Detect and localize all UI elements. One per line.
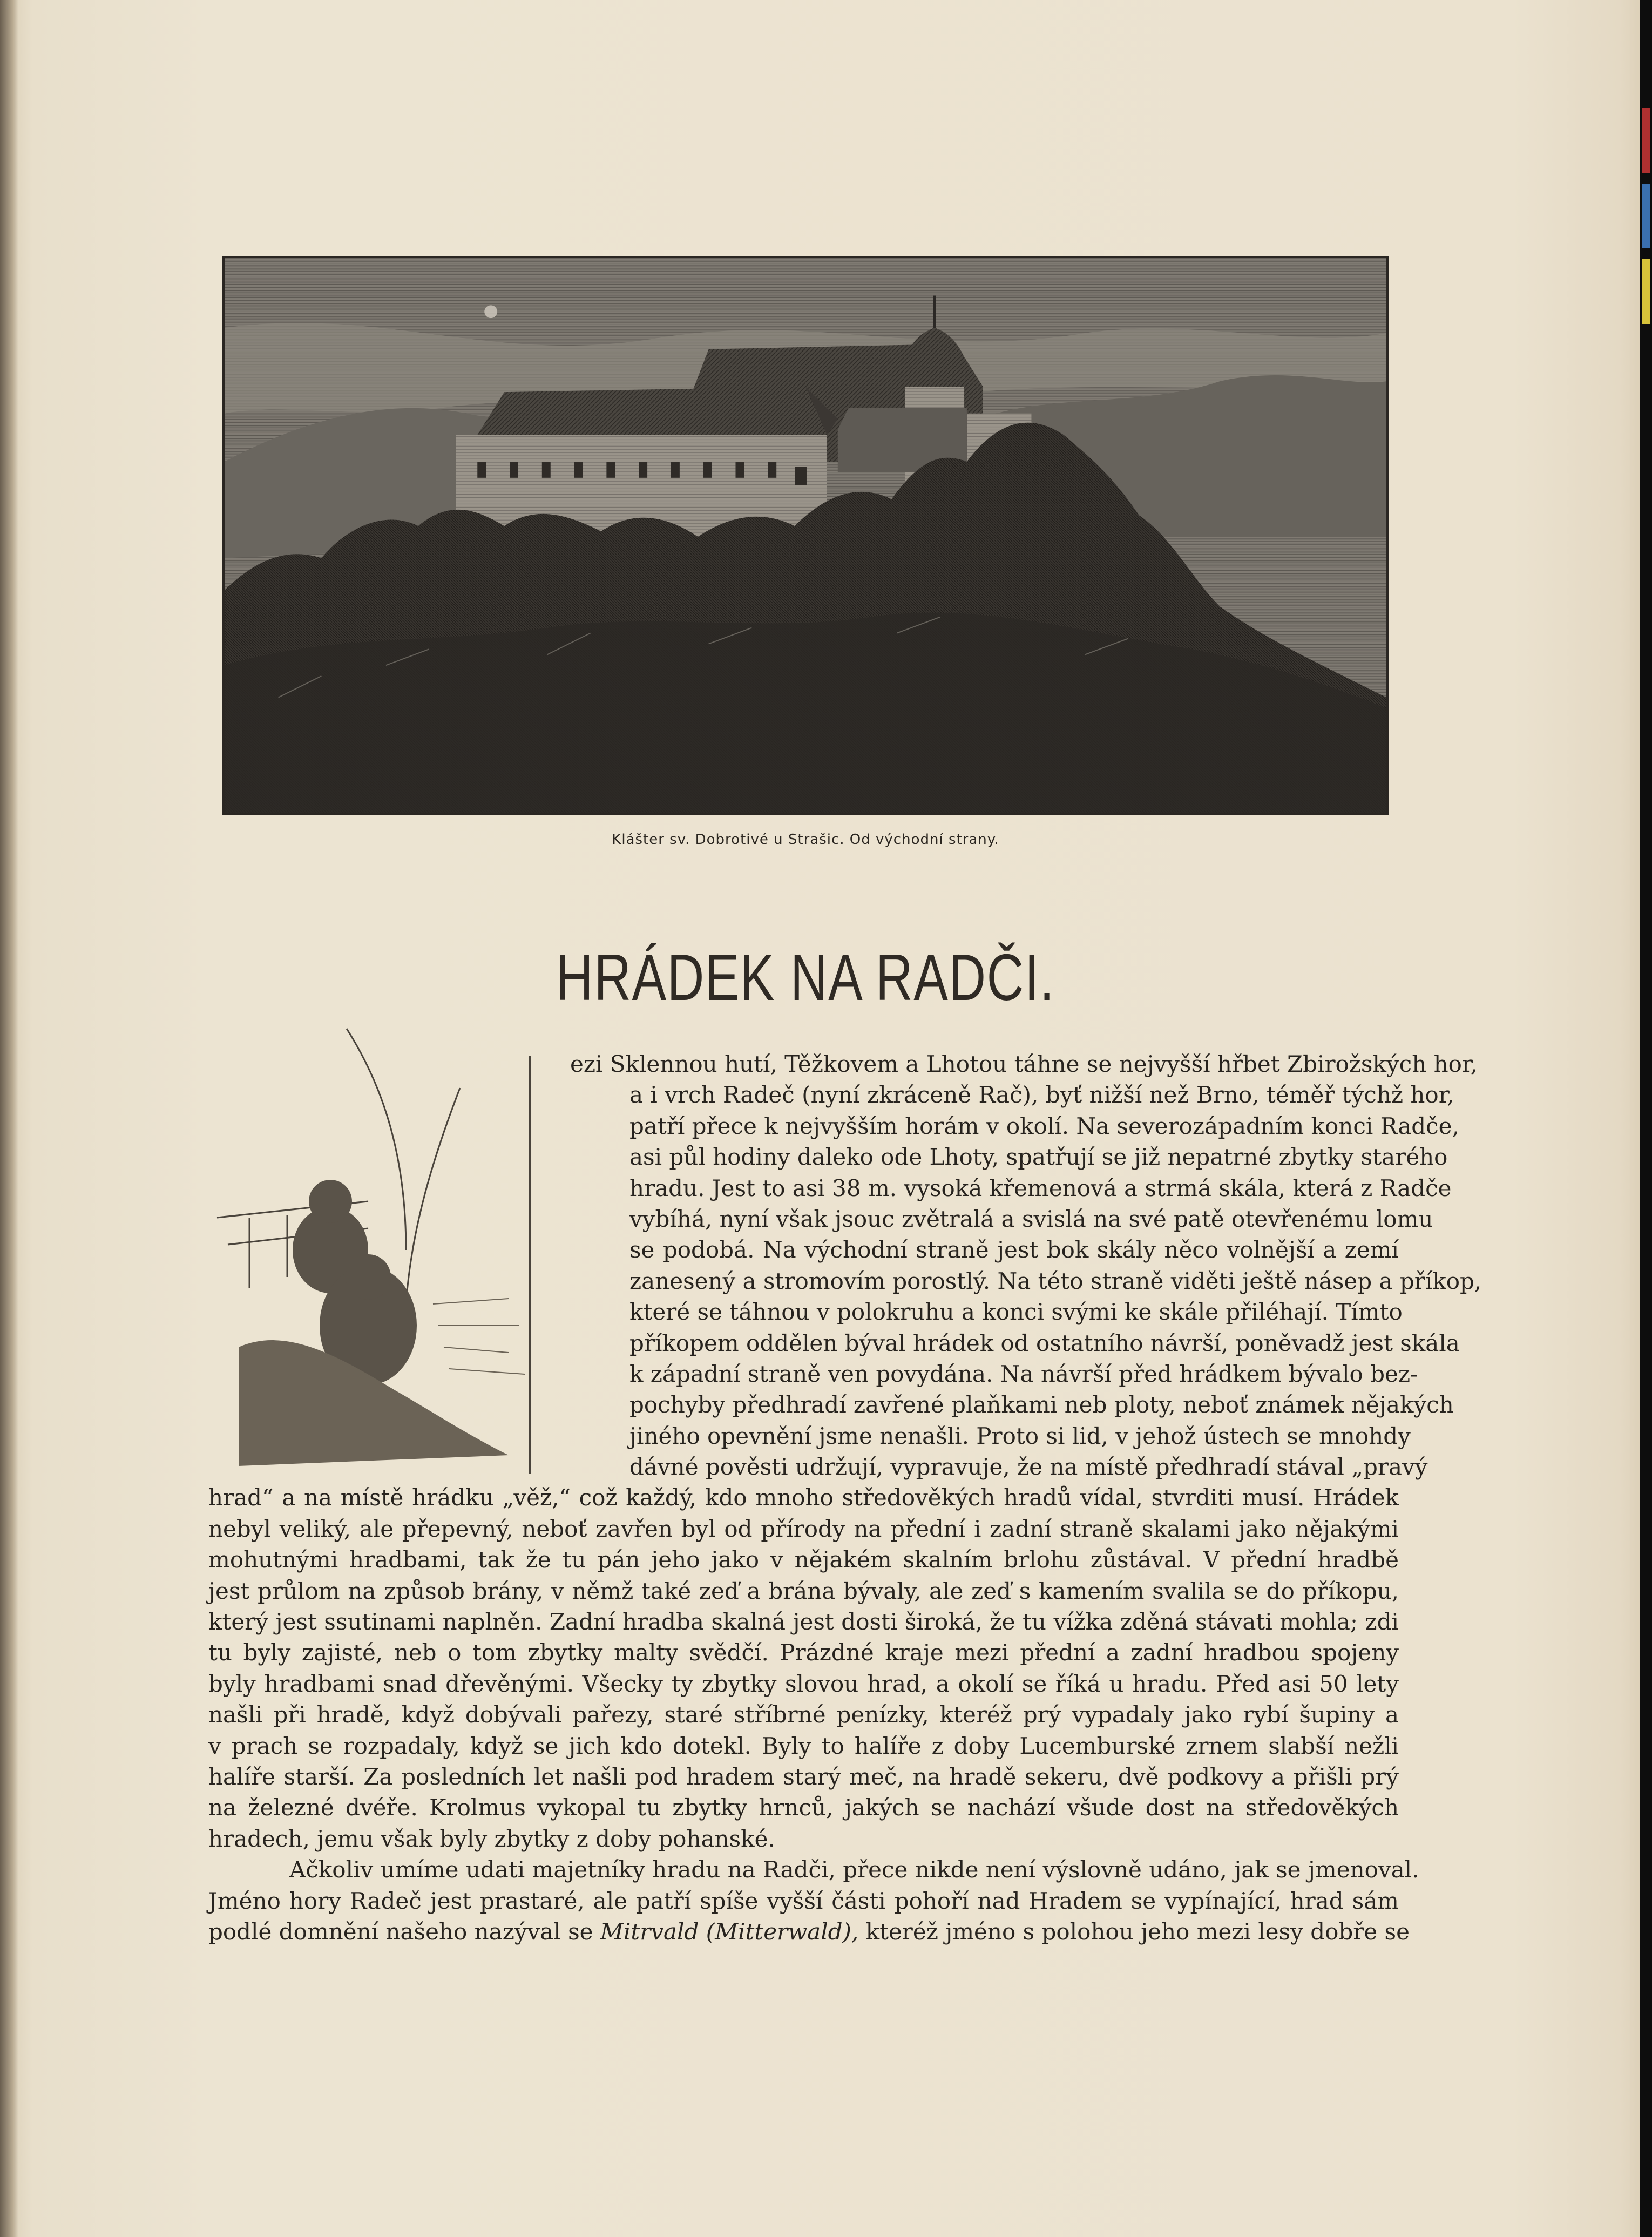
- engraving-drawing: [225, 258, 1386, 813]
- line-part: kteréž jméno s polohou jeho mezi lesy dobře se: [858, 1918, 1410, 1945]
- wrapped-paragraph: [208, 1049, 1482, 1482]
- text-line: patří přece k nejvyšším horám v okolí. Na severozápadním konci Radče,: [629, 1112, 1459, 1139]
- text-line: na železné dvéře. Krolmus vykopal tu zbytky hrnců, jakých se nachází všude dost na středověkých: [208, 1794, 1399, 1821]
- binding-shadow: [0, 0, 18, 2237]
- text-line: našli při hradě, když dobývali pařezy, staré stříbrné penízky, kteréž prý vypadaly jako rybí šupiny a: [208, 1701, 1399, 1728]
- text-line: Jméno hory Radeč jest prastaré, ale patří spíše vyšší části pohoří nad Hradem se vypínající, hrad sám: [208, 1887, 1399, 1914]
- text-line: jiného opevnění jsme nenašli. Proto si lid, v jehož ústech se mnohdy: [629, 1422, 1411, 1449]
- text-line: zanesený a stromovím porostlý. Na této straně viděti ještě násep a příkop,: [629, 1267, 1482, 1294]
- text-line: mohutnými hradbami, tak že tu pán jeho jako v nějakém skalním brlohu zůstával. V přední hradbě: [208, 1546, 1399, 1573]
- text-line: Ačkoliv umíme udati majetníky hradu na Radči, přece nikde není výslovně udáno, jak se jmenoval.: [289, 1856, 1419, 1883]
- text-line: které se táhnou v polokruhu a konci svými ke skále přiléhají. Tímto: [629, 1299, 1403, 1326]
- full-paragraph: [208, 1482, 1399, 1854]
- text-line: pochyby předhradí zavřené plaňkami neb ploty, neboť známek nějakých: [629, 1391, 1454, 1418]
- text-line: halíře starší. Za posledních let našli pod hradem starý meč, na hradě sekeru, dvě podkovy a přišli prý: [208, 1763, 1399, 1790]
- second-paragraph: [208, 1854, 1419, 1947]
- text-line: se podobá. Na východní straně jest bok skály něco volnější a zemí: [629, 1236, 1399, 1263]
- color-scale-strip: [1640, 0, 1652, 2237]
- text-line: vybíhá, nyní však jsouc zvětralá a svislá na své patě otevřenému lomu: [629, 1205, 1433, 1232]
- text-line: asi půl hodiny daleko ode Lhoty, spatřují se již nepatrné zbytky starého: [629, 1144, 1448, 1171]
- italic-name: Mitrvald (Mitterwald),: [600, 1918, 859, 1945]
- text-line: hradech, jemu však byly zbytky z doby pohanské.: [208, 1825, 775, 1852]
- text-line: byly hradbami snad dřevěnými. Všecky ty zbytky slovou hrad, a okolí se říká u hradu. Před asi 50 lety: [208, 1670, 1399, 1697]
- line-part: podlé domnění našeho nazýval se: [208, 1918, 600, 1945]
- figure-caption: Klášter sv. Dobrotivé u Strašic. Od východní strany.: [612, 832, 999, 848]
- text-line: dávné pověsti udržují, vypravuje, že na místě předhradí stával „pravý: [629, 1454, 1428, 1481]
- text-line: a i vrch Radeč (nyní zkráceně Rač), byť nižší než Brno, téměř týchž hor,: [629, 1082, 1454, 1109]
- text-line-with-italic: [208, 1916, 1410, 1947]
- text-line: jest průlom na způsob brány, v němž také zeď a brána bývaly, ale zeď s kamením svalila se do příkopu,: [208, 1577, 1399, 1604]
- text-line: tu byly zajisté, neb o tom zbytky malty svědčí. Prázdné kraje mezi přední a zadní hradbou spojeny: [208, 1639, 1399, 1666]
- text-line: který jest ssutinami naplněn. Zadní hradba skalná jest dosti široká, že tu vížka zděná stávati mohla; zdi: [208, 1609, 1399, 1635]
- text-line: ezi Sklennou hutí, Těžkovem a Lhotou táhne se nejvyšší hřbet Zbirožských hor,: [570, 1051, 1478, 1077]
- scale-patch-red: [1642, 108, 1650, 173]
- text-line: nebyl veliký, ale přepevný, neboť zavřen byl od přírody na přední i zadní straně skalami jako nějakými: [208, 1515, 1399, 1542]
- text-line: příkopem oddělen býval hrádek od ostatního návrší, poněvadž jest skála: [629, 1329, 1460, 1356]
- text-line: k západní straně ven povydána. Na návrší před hrádkem bývalo bez-: [629, 1360, 1418, 1387]
- article-body: [208, 1049, 1482, 1947]
- text-line: hradu. Jest to asi 38 m. vysoká křemenová a strmá skála, která z Radče: [629, 1174, 1452, 1201]
- scale-patch-yellow: [1642, 259, 1650, 324]
- article-title: HRÁDEK NA RADČI.: [556, 941, 1055, 1014]
- monastery-engraving: [222, 256, 1389, 815]
- text-line: v prach se rozpadaly, když se jich kdo dotekl. Byly to halíře z doby Lucemburské zrnem slabší nežli: [208, 1732, 1399, 1759]
- scale-patch-blue: [1642, 184, 1650, 248]
- text-line: hrad“ a na místě hrádku „věž,“ což každý, kdo mnoho středověkých hradů vídal, stvrditi musí. Hrádek: [208, 1484, 1399, 1511]
